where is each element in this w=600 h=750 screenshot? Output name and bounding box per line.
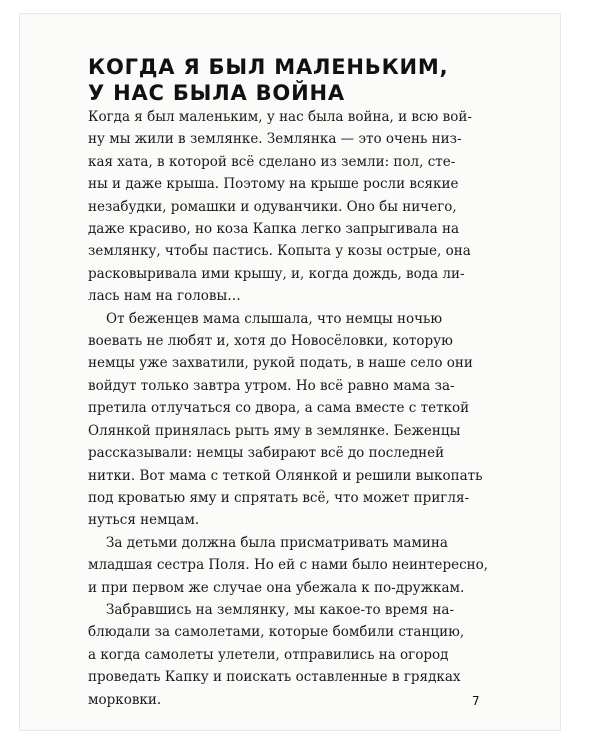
text-line: Когда я был маленьким, у нас была война, и всю вой-	[88, 109, 472, 125]
page-number: 7	[472, 694, 480, 708]
text-line: ны и даже крыша. Поэтому на крыше росли всякие	[88, 176, 459, 193]
text-line: под кроватью яму и спрятать всё, что может пригля-	[88, 489, 470, 506]
body-text	[88, 106, 488, 711]
text-line: Забравшись на землянку, мы какое-то время на-	[106, 601, 455, 618]
text-line: морковки.	[88, 691, 162, 708]
chapter-title-line: КОГДА Я БЫЛ МАЛЕНЬКИМ,	[88, 55, 449, 79]
paragraph	[88, 599, 488, 711]
text-line: За детьми должна была присматривать мамина	[106, 534, 448, 551]
chapter-title-line: У НАС БЫЛА ВОЙНА	[88, 81, 345, 105]
text-line: рассказывали: немцы забирают всё до последней	[88, 445, 445, 462]
text-line: расковыривала ими крышу, и, когда дождь, вода ли-	[88, 265, 465, 282]
text-line: незабудки, ромашки и одуванчики. Оно бы ничего,	[88, 198, 457, 215]
text-line: воевать не любят и, хотя до Новосёловки, которую	[88, 333, 453, 350]
text-line: войдут только завтра утром. Но всё равно мама за-	[88, 377, 455, 394]
paragraph	[88, 308, 488, 532]
text-line: Олянкой принялась рыть яму в землянке. Беженцы	[88, 422, 461, 439]
text-line: претила отлучаться со двора, а сама вместе с теткой	[88, 400, 470, 417]
text-line: даже красиво, но коза Капка легко запрыгивала на	[88, 221, 459, 238]
text-line: младшая сестра Поля. Но ей с нами было неинтересно,	[88, 557, 489, 574]
text-line: блюдали за самолетами, которые бомбили станцию,	[88, 624, 465, 641]
text-line: и при первом же случае она убежала к по-дружкам.	[88, 579, 465, 596]
text-line: землянку, чтобы пастись. Копыта у козы острые, она	[88, 243, 471, 260]
text-line: немцы уже захватили, рукой подать, в наше село они	[88, 355, 473, 372]
text-line: нуться немцам.	[88, 512, 200, 529]
text-line: нитки. Вот мама с теткой Олянкой и решили выкопать	[88, 467, 483, 484]
text-line: От беженцев мама слышала, что немцы ночью	[106, 310, 443, 327]
text-line: ну мы жили в землянке. Землянка — это очень низ-	[88, 131, 462, 148]
text-line: проведать Капку и поискать оставленные в грядках	[88, 669, 461, 686]
text-line: кая хата, в которой всё сделано из земли: пол, сте-	[88, 153, 456, 170]
text-line: лась нам на головы…	[88, 288, 241, 305]
chapter-title	[88, 54, 448, 106]
text-line: а когда самолеты улетели, отправились на огород	[88, 646, 449, 663]
paragraph	[88, 532, 488, 599]
paragraph	[88, 106, 488, 308]
